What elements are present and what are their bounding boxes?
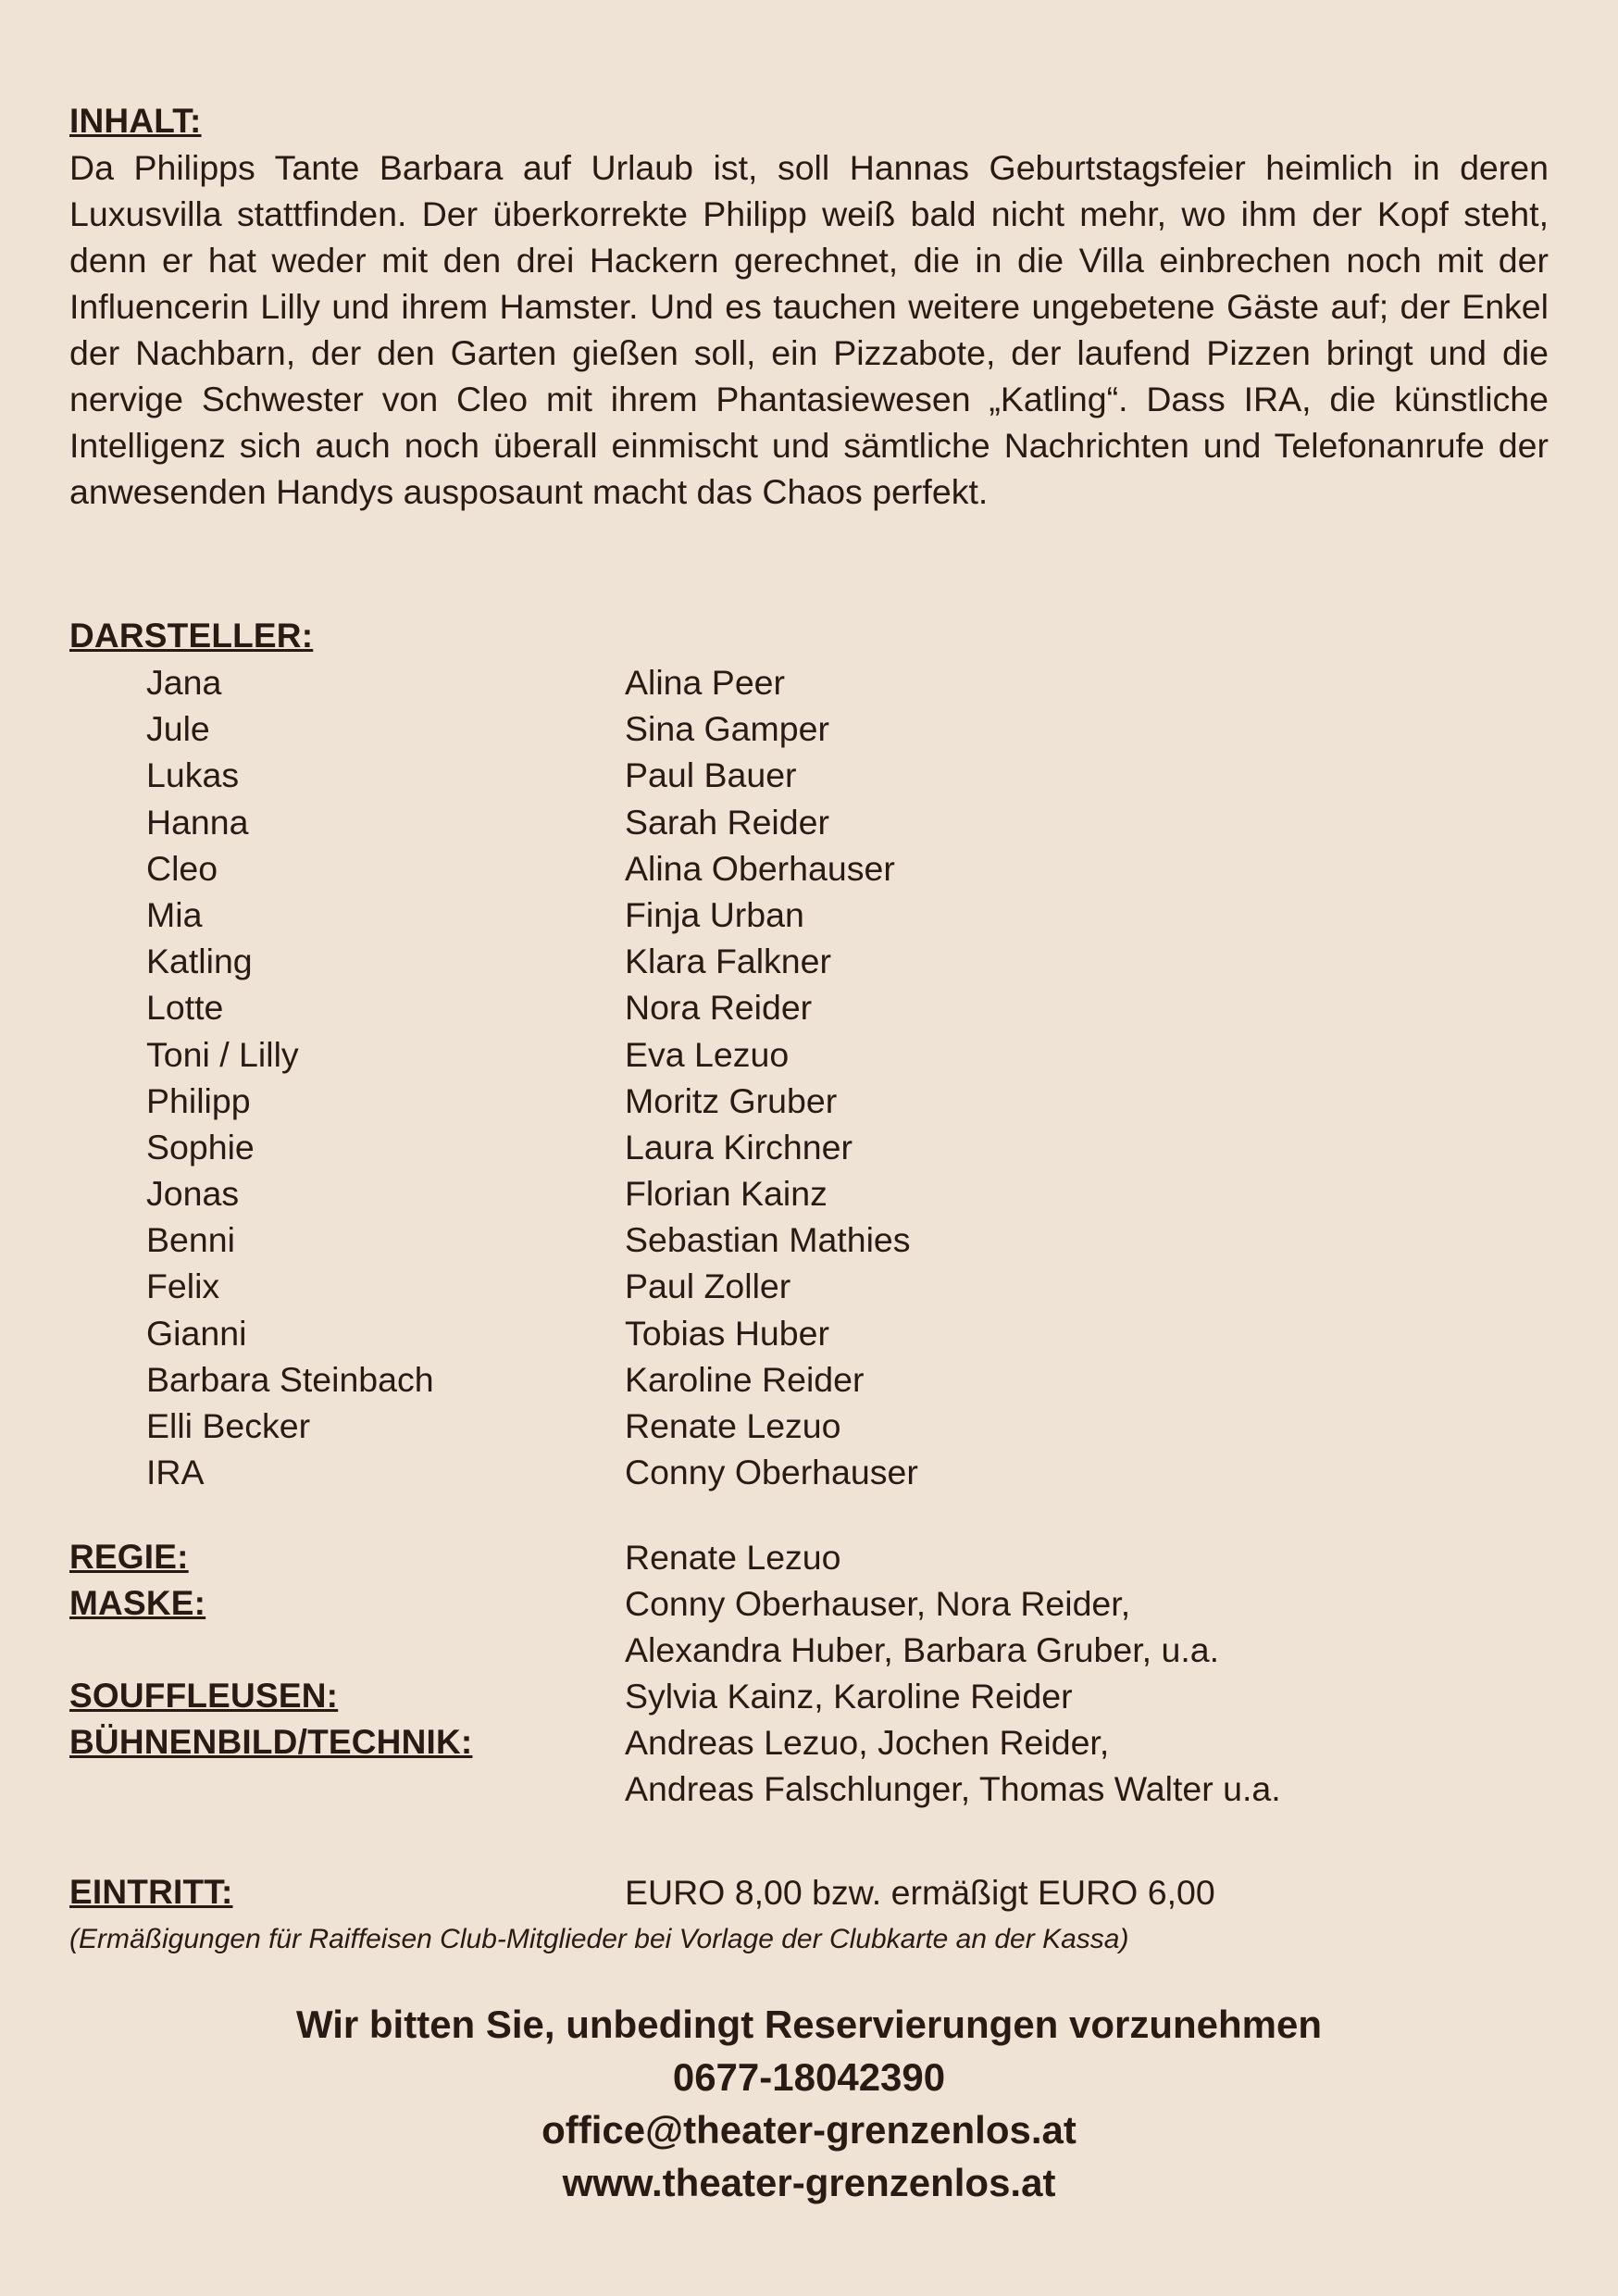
- cast-role: Hanna: [146, 802, 249, 842]
- cast-row: [69, 1124, 1549, 1170]
- cast-actor: Paul Bauer: [625, 755, 797, 795]
- cast-role: IRA: [146, 1453, 205, 1492]
- crew-section: [69, 1534, 1549, 1812]
- crew-row-souffleusen: [69, 1673, 1549, 1719]
- cast-row: [69, 1356, 1549, 1403]
- reservation-website: www.theater-grenzenlos.at: [562, 2161, 1056, 2204]
- cast-actor: Sina Gamper: [625, 709, 829, 749]
- technik-value-line: Andreas Falschlunger, Thomas Walter u.a.: [625, 1769, 1281, 1808]
- maske-label: MASKE:: [69, 1584, 206, 1622]
- souffleusen-value: Sylvia Kainz, Karoline Reider: [625, 1677, 1073, 1716]
- cast-actor: Florian Kainz: [625, 1174, 828, 1214]
- cast-row: [69, 1078, 1549, 1124]
- cast-role: Elli Becker: [146, 1406, 311, 1445]
- cast-role: Gianni: [146, 1313, 247, 1353]
- inhalt-section: [69, 98, 1549, 515]
- cast-row: [69, 752, 1549, 798]
- cast-section: [69, 613, 1549, 1495]
- cast-actor: Finja Urban: [625, 894, 804, 934]
- eintritt-price: EURO 8,00 bzw. ermäßigt EURO 6,00: [625, 1873, 1215, 1912]
- cast-row: [69, 845, 1549, 892]
- souffleusen-label: SOUFFLEUSEN:: [69, 1677, 339, 1715]
- cast-role: Toni / Lilly: [146, 1034, 299, 1074]
- cast-role: Philipp: [146, 1080, 251, 1120]
- cast-actor: Sarah Reider: [625, 802, 829, 842]
- reservation-email: office@theater-grenzenlos.at: [541, 2108, 1077, 2152]
- cast-row: [69, 1031, 1549, 1078]
- cast-row: [69, 1449, 1549, 1495]
- regie-value: Renate Lezuo: [625, 1538, 841, 1577]
- eintritt-row: [69, 1869, 1549, 1915]
- cast-actor: Paul Zoller: [625, 1267, 791, 1306]
- cast-row: [69, 892, 1549, 938]
- cast-actor: Laura Kirchner: [625, 1127, 853, 1167]
- eintritt-label: EINTRITT:: [69, 1873, 233, 1911]
- cast-row: [69, 1217, 1549, 1263]
- cast-role: Katling: [146, 942, 253, 981]
- cast-role: Lukas: [146, 755, 240, 795]
- cast-actor: Conny Oberhauser: [625, 1453, 918, 1492]
- reservation-section: [69, 1998, 1549, 2209]
- cast-actor: Karoline Reider: [625, 1359, 865, 1399]
- cast-row: [69, 1403, 1549, 1449]
- cast-row: [69, 659, 1549, 705]
- cast-role: Sophie: [146, 1127, 255, 1167]
- cast-row: [69, 1310, 1549, 1356]
- cast-actor: Nora Reider: [625, 988, 813, 1028]
- cast-role: Felix: [146, 1267, 220, 1306]
- eintritt-section: [69, 1869, 1549, 1960]
- cast-role: Lotte: [146, 988, 224, 1028]
- eintritt-note: (Ermäßigungen für Raiffeisen Club-Mitglieder bei Vorlage der Clubkarte an der Kassa): [69, 1924, 1129, 1954]
- cast-role: Benni: [146, 1220, 235, 1260]
- cast-heading: DARSTELLER:: [69, 617, 314, 655]
- cast-row: [69, 799, 1549, 845]
- cast-actor: Eva Lezuo: [625, 1034, 790, 1074]
- cast-actor: Tobias Huber: [625, 1313, 829, 1353]
- cast-role: Barbara Steinbach: [146, 1359, 434, 1399]
- cast-actor: Sebastian Mathies: [625, 1220, 911, 1260]
- crew-row-maske: [69, 1580, 1549, 1673]
- crew-row-technik: [69, 1719, 1549, 1812]
- cast-list: [69, 659, 1549, 1495]
- cast-actor: Alina Oberhauser: [625, 848, 895, 888]
- maske-value-line: Alexandra Huber, Barbara Gruber, u.a.: [625, 1630, 1220, 1669]
- cast-row: [69, 984, 1549, 1030]
- cast-row: [69, 938, 1549, 984]
- technik-value-line: Andreas Lezuo, Jochen Reider,: [625, 1723, 1110, 1762]
- cast-role: Cleo: [146, 848, 218, 888]
- cast-actor: Moritz Gruber: [625, 1080, 838, 1120]
- maske-value-line: Conny Oberhauser, Nora Reider,: [625, 1584, 1131, 1623]
- cast-row: [69, 1170, 1549, 1217]
- reservation-request: Wir bitten Sie, unbedingt Reservierungen vorzunehmen: [295, 2003, 1323, 2046]
- reservation-phone: 0677-18042390: [672, 2055, 946, 2099]
- cast-row: [69, 705, 1549, 752]
- cast-row: [69, 1263, 1549, 1309]
- cast-role: Jonas: [146, 1174, 240, 1214]
- cast-role: Mia: [146, 894, 203, 934]
- inhalt-heading: INHALT:: [69, 102, 202, 140]
- cast-actor: Renate Lezuo: [625, 1406, 841, 1445]
- regie-label: REGIE:: [69, 1538, 189, 1576]
- cast-role: Jana: [146, 663, 222, 702]
- cast-actor: Klara Falkner: [625, 942, 832, 981]
- crew-row-regie: [69, 1534, 1549, 1580]
- cast-actor: Alina Peer: [625, 663, 786, 702]
- cast-role: Jule: [146, 709, 210, 749]
- technik-label: BÜHNENBILD/TECHNIK:: [69, 1723, 473, 1761]
- inhalt-text: Da Philipps Tante Barbara auf Urlaub ist, soll Hannas Geburtstagsfeier heimlich in deren Luxusvilla stattfinden. Der überkorrekte Philipp weiß bald nicht mehr, wo ihm der Kopf steht, denn er hat weder mit den drei Hackern gerechnet, die in die Villa einbrechen noch mit der Influencerin Lilly und ihrem Hamster. Und es tauchen weitere ungebetene Gäste auf; der Enkel der Nachbarn, der den Garten gießen soll, ein Pizzabote, der laufend Pizzen bringt und die nervige Schwester von Cleo mit ihrem Phantasiewesen „Katling“. Dass IRA, die künstliche Intelligenz sich auch noch überall einmischt und sämtliche Nachrichten und Telefonanrufe der anwesenden Handys ausposaunt macht das Chaos perfekt.: [69, 148, 1549, 511]
